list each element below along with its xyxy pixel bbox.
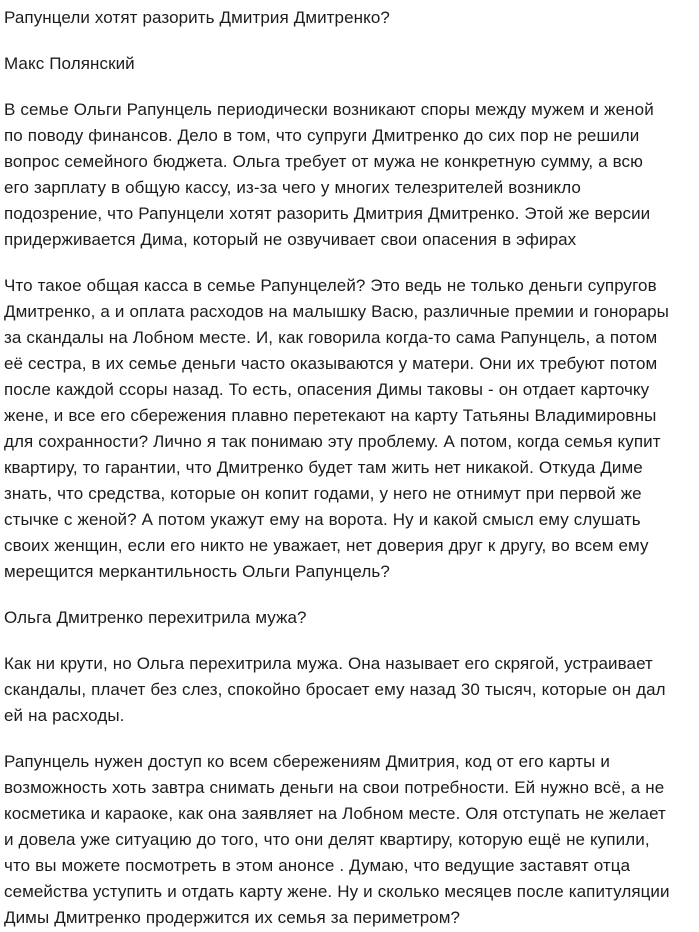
article-paragraph-3: Как ни крути, но Ольга перехитрила мужа. Она называет его скрягой, устраивает скандалы, плачет без слез, спокойно бросает ему назад 30 тысяч, которые он дал ей на расходы. xyxy=(4,654,666,725)
article-title: Рапунцели хотят разорить Дмитрия Дмитренко? xyxy=(4,8,390,27)
article-paragraph-1: В семье Ольги Рапунцель периодически возникают споры между мужем и женой по поводу финансов. Дело в том, что супруги Дмитренко до сих пор не решили вопрос семейного бюджета. Ольга требует от мужа не конкретную сумму, а всю его зарплату в общую кассу, из-за чего у многих телезрителей возникло подозрение, что Рапунцели хотят разорить Дмитрия Дмитренко. Этой же версии придерживается Дима, который не озвучивает свои опасения в эфирах xyxy=(4,100,654,249)
article-paragraph-2: Что такое общая касса в семье Рапунцелей? Это ведь не только деньги супругов Дмитренко, а и оплата расходов на малышку Васю, различные премии и гонорары за скандалы на Лобном месте. И, как говорила когда-то сама Рапунцель, а потом её сестра, в их семье деньги часто оказываются у матери. Они их требуют потом после каждой ссоры назад. То есть, опасения Димы таковы - он отдает карточку жене, и все его сбережения плавно перетекают на карту Татьяны Владимировны для сохранности? Лично я так понимаю эту проблему. А потом, когда семья купит квартиру, то гарантии, что Дмитренко будет там жить нет никакой. Откуда Диме знать, что средства, которые он копит годами, у него не отнимут при первой же стычке с женой? А потом укажут ему на ворота. Ну и какой смысл ему слушать своих женщин, если его никто не уважает, нет доверия друг к другу, во всем ему мерещится меркантильность Ольги Рапунцель? xyxy=(4,276,669,581)
article-subheading-1: Ольга Дмитренко перехитрила мужа? xyxy=(4,608,307,627)
article-paragraph-4: Рапунцель нужен доступ ко всем сбережениям Дмитрия, код от его карты и возможность хоть завтра снимать деньги на свои потребности. Ей нужно всё, а не косметика и караоке, как она заявляет на Лобном месте. Оля отступать не желает и довела уже ситуацию до того, что они делят квартиру, которую ещё не купили, что вы можете посмотреть в этом анонсе . Думаю, что ведущие заставят отца семейства уступить и отдать карту жене. Ну и сколько месяцев после капитуляции Димы Дмитренко продержится их семья за периметром? xyxy=(4,752,670,927)
article-byline: Макс Полянский xyxy=(4,54,135,73)
